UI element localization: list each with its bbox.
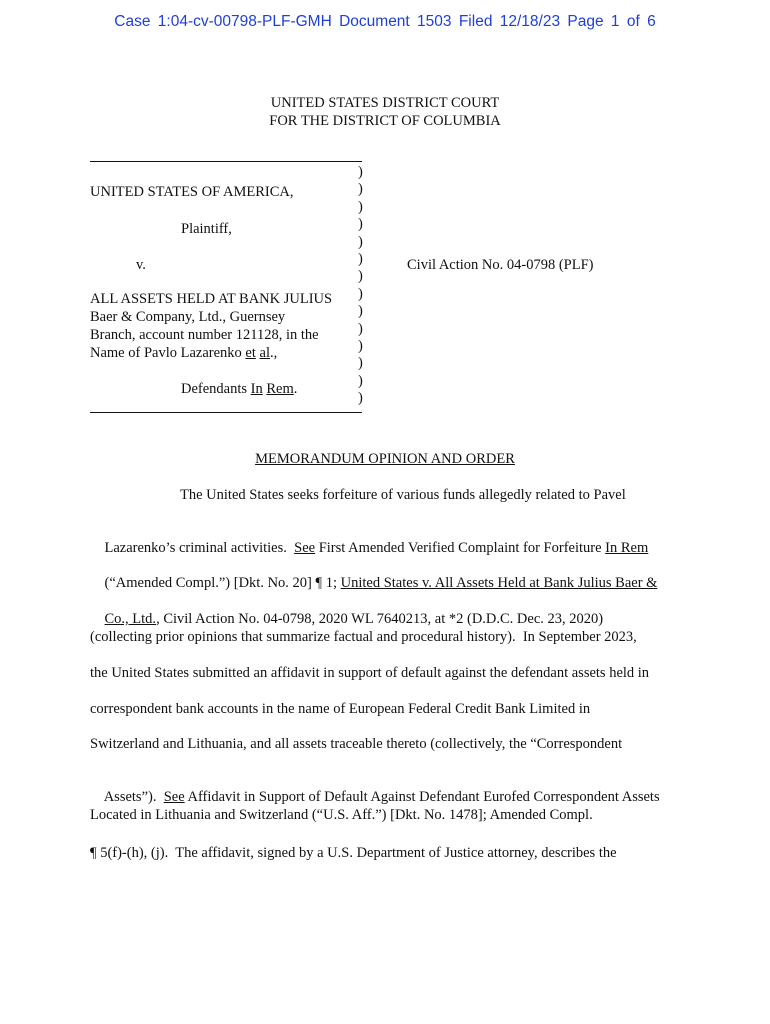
defendant-suffix: ., [269,345,278,361]
caption-paren: ) [358,355,363,372]
in-text: In [250,381,263,397]
see-signal: See [294,540,316,556]
defendants-label: Defendants [181,381,251,397]
defendants-suffix: . [293,381,298,397]
body-text-span: (“Amended Compl.”) [Dkt. No. 20] ¶ 1; [104,575,341,591]
defendant-line: ALL ASSETS HELD AT BANK JULIUS [90,291,333,307]
plaintiff-role: Plaintiff, [181,221,232,237]
court-name: UNITED STATES DISTRICT COURT [270,95,500,111]
caption-paren: ) [358,181,363,198]
filed-date: Filed 12/18/23 [458,13,561,30]
caption-paren: ) [358,337,363,354]
caption-paren: ) [358,198,363,215]
caption-paren: ) [358,268,363,285]
page-number: Page 1 of 6 [567,13,656,30]
rem-text: Rem [266,381,294,397]
caption-paren: ) [358,233,363,250]
caption-paren: ) [358,320,363,337]
defendant-line: Branch, account number 121128, in the [90,327,319,343]
body-line: Switzerland and Lithuania, and all assets traceable thereto (collectively, the “Correspondent [90,736,623,752]
case-citation: Co., Ltd. [104,611,157,627]
body-text-span: Affidavit in Support of Default Against Defendant Eurofed Correspondent Assets [184,789,660,805]
body-text-span: Lazarenko’s criminal activities. [104,540,295,556]
case-citation: United States v. All Assets Held at Bank Julius Baer & [340,575,658,591]
civil-action-number: Civil Action No. 04-0798 (PLF) [407,257,594,273]
defendants-role [181,380,297,398]
body-line: Located in Lithuania and Switzerland (“U.S. Aff.”) [Dkt. No. 1478]; Amended Compl. [90,807,593,823]
caption-paren: ) [358,303,363,320]
body-line: ¶ 5(f)-(h), (j). The affidavit, signed by a U.S. Department of Justice attorney, describes the [90,845,617,861]
et-text: et [245,345,256,361]
court-district: FOR THE DISTRICT OF COLUMBIA [269,113,501,129]
caption-paren: ) [358,390,363,407]
body-text-span: , Civil Action No. 04-0798, 2020 WL 7640213, at *2 (D.D.C. Dec. 23, 2020) [156,611,604,627]
body-line: (collecting prior opinions that summarize factual and procedural history). In September 2023, [90,629,637,645]
defendant-line-last [90,344,277,362]
caption-paren: ) [358,372,363,389]
in-rem-text: In Rem [605,540,649,556]
al-text: al [259,345,270,361]
body-text-span: Assets”). [103,789,164,805]
caption-paren: ) [358,250,363,267]
caption-paren: ) [358,216,363,233]
caption-paren: ) [358,164,363,180]
body-line: the United States submitted an affidavit in support of default against the defendant assets held in [90,665,650,681]
caption-bottom-rule [90,412,362,413]
body-line: The United States seeks forfeiture of various funds allegedly related to Pavel [180,487,626,503]
document-number: Document 1503 [339,13,452,30]
document-title: MEMORANDUM OPINION AND ORDER [255,451,515,467]
see-signal: See [163,789,185,805]
plaintiff-name: UNITED STATES OF AMERICA, [90,184,294,200]
case-number: Case 1:04-cv-00798-PLF-GMH [114,13,332,30]
body-line: correspondent bank accounts in the name of European Federal Credit Bank Limited in [90,701,591,717]
body-text-span: First Amended Verified Complaint for Forfeiture [315,540,606,556]
defendant-name-text: Name of Pavlo Lazarenko [90,345,246,361]
versus: v. [136,257,146,273]
defendant-line: Baer & Company, Ltd., Guernsey [90,309,286,325]
caption-paren: ) [358,285,363,302]
